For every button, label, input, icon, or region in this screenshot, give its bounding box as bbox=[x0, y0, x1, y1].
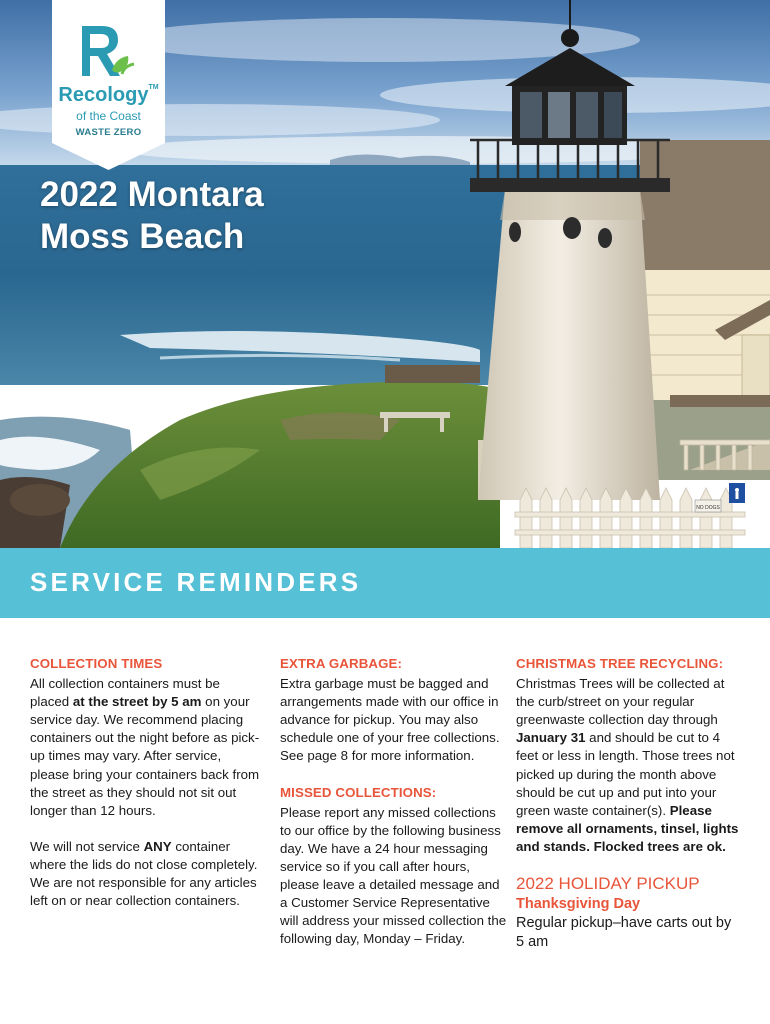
collection-times-heading: COLLECTION TIMES bbox=[30, 656, 163, 671]
collection-times-paragraph-2: We will not service ANY container where the lids do not close completely. We are not responsible for any articles left on or near collection containers. bbox=[30, 838, 258, 909]
column-extra-missed bbox=[280, 655, 508, 948]
holiday-pickup-note: Regular pickup–have carts out by 5 am bbox=[516, 915, 732, 951]
column-christmas-holiday bbox=[516, 655, 740, 952]
page-title bbox=[40, 174, 264, 258]
logo-tagline: WASTE ZERO bbox=[75, 127, 142, 138]
holiday-pickup-heading: 2022 HOLIDAY PICKUP bbox=[516, 874, 700, 894]
collection-times-paragraph-1: All collection containers must be placed at the street by 5 am on your service day. We recommend placing containers out the night before as pick-up times may vary. After service, please bring your containers back from the street as they should not sit out longer than 12 hours. bbox=[30, 676, 260, 818]
title-line-2: Moss Beach bbox=[40, 217, 245, 256]
extra-garbage-paragraph: Extra garbage must be bagged and arrangements made with our office in advance for pickup. You may also schedule one of your free collections. See page 8 for more information. bbox=[280, 676, 500, 764]
title-line-1: 2022 Montara bbox=[40, 175, 264, 214]
logo-trademark: TM bbox=[148, 84, 159, 91]
no-dogs-sign: NO DOGS bbox=[696, 505, 720, 511]
missed-collections-paragraph: Please report any missed collections to our office by the following business day. We have a 24 hour messaging service so if you call after hours, please leave a detailed message and a Customer Service Representative will address your missed collection the following day, Monday – Friday. bbox=[280, 804, 507, 947]
section-banner-title: SERVICE REMINDERS bbox=[30, 567, 362, 597]
section-banner bbox=[0, 548, 770, 618]
column-collection-times bbox=[30, 655, 262, 910]
christmas-tree-heading: CHRISTMAS TREE RECYCLING: bbox=[516, 656, 724, 671]
holiday-event-name: Thanksgiving Day bbox=[516, 896, 641, 913]
spacer bbox=[280, 766, 508, 784]
extra-garbage-heading: EXTRA GARBAGE: bbox=[280, 656, 403, 671]
spacer bbox=[30, 820, 262, 838]
logo-subtitle: of the Coast bbox=[76, 109, 141, 123]
logo-brand-name: Recology™ bbox=[58, 84, 159, 106]
recology-logo-badge bbox=[52, 0, 165, 170]
christmas-tree-paragraph: Christmas Trees will be collected at the curb/street on your regular greenwaste collection day through January 31 and should be cut to 4 feet or less in length. Those trees not picked up during the month above should be cut up and put into your green waste container(s). Please remove all ornaments, tinsel, lights and stands. Flocked trees are ok. bbox=[516, 676, 739, 854]
missed-collections-heading: MISSED COLLECTIONS: bbox=[280, 784, 437, 800]
